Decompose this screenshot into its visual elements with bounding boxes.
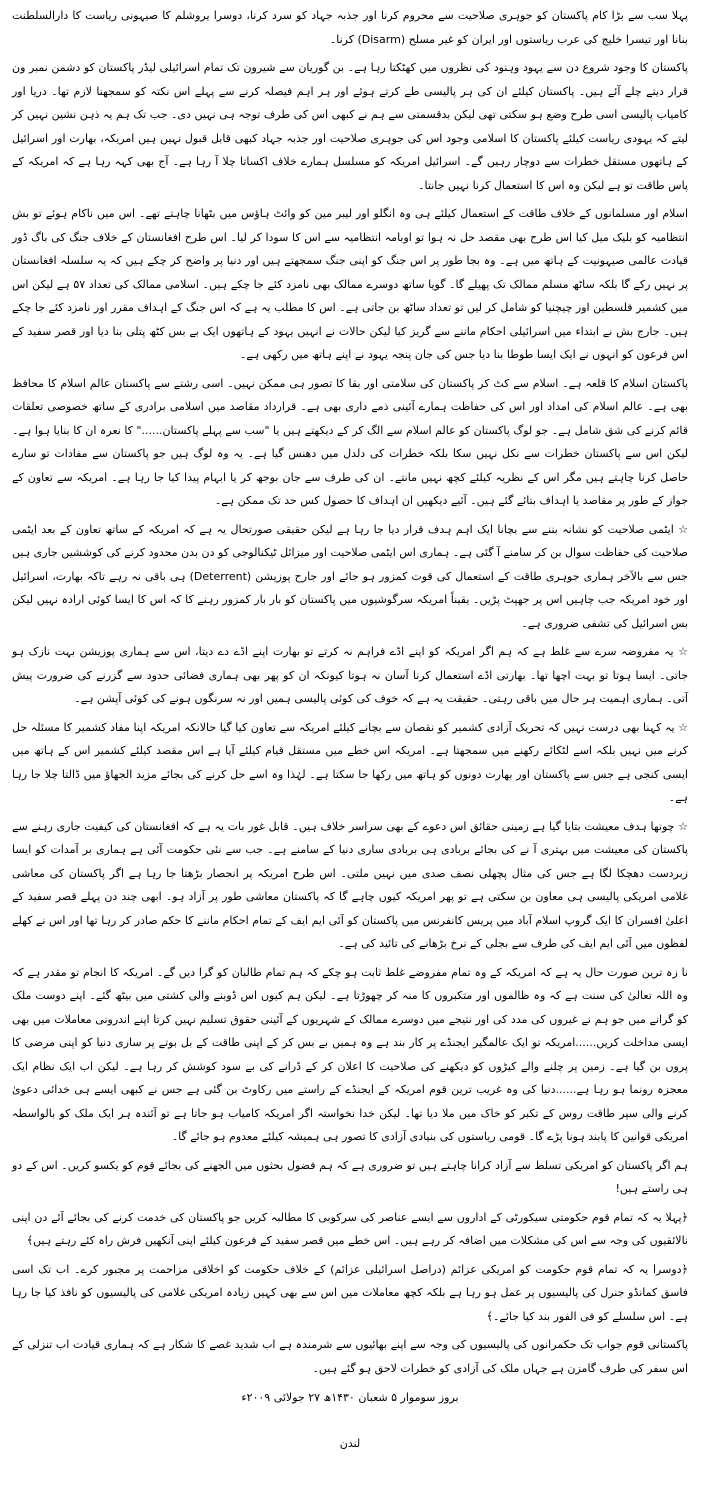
article-date-line: بروز سوموار ۵ شعبان ۱۴۳۰ھ ۲۷ جولائی ۲۰۰۹ء: [241, 1391, 459, 1404]
article-paragraph: نا زہ ترین صورت حال یہ ہے کہ امریکہ کے وہ تمام مفروضے غلط ثابت ہو چکے کہ ہم تمام طالبان کو گرا دیں گے۔ امریکہ کا انجام تو مقدر ہے کہ وہ اللہ تعالیٰ کی سنت ہے کہ وہ ظالموں اور متکبروں کا منہ کر چھوڑتا ہے۔ لیکن ہم کیوں اس ڈوبنے والی کشتی میں بیٹھ گئے۔ اپنے دوست ملک کو گرانے میں جو ہم نے غیروں کی مدد کی اور نتیجے میں دوسرے ممالک کے شہریوں کے آئینی حقوق تسلیم نہیں کرتا اپنے اندرونی معاملات میں بھی ایسی مداخلت کریں......امریکہ تو ایک عالمگیر ایجنڈے پر کار بند ہے وہ ہمیں بے بس کر کے اپنی طاقت کے بل بوتے پر ساری دنیا کو اپنی مرضی کا پروں بن گیا ہے۔ زمین پر چلنے والے کیڑوں کو دیکھنے کی صلاحیت کا اعلان کر کے ڈرانے کی بے سود کوشش کر رہا ہے۔ لیکن اب ایک نظام ایک معجزہ رونما ہو رہا ہے......دنیا کی وہ غریب ترین قوم امریکہ کے ایجنڈے کے راستے میں رکاوٹ بن گئی ہے جس نے کبھی ایسے ہی خدائی دعویٰ کرنے والی سپر طاقت روس کے تکبر کو خاک میں ملا دیا تھا۔ لیکن خدا نخواستہ اگر امریکہ کامیاب ہو جاتا ہے تو آئندہ ہر ایک ملک کو بالواسطہ امریکی قوانین کا پابند ہونا پڑے گا۔ قومی ریاستوں کی بنیادی آزادی کا تصور ہی ہمیشہ کیلئے معدوم ہو جائے گا۔: [12, 965, 688, 1143]
article-paragraph: پاکستان اسلام کا قلعہ ہے۔ اسلام سے کٹ کر پاکستان کی سلامتی اور بقا کا تصور ہی ممکن نہیں۔ اسی رشتے سے پاکستان عالم اسلام کا محافظ بھی ہے۔ عالم اسلام کی امداد اور اس کی حفاظت ہمارے آئینی ذمے داری بھی ہے۔ قرارداد مقاصد میں اسلامی برادری کے ساتھ خصوصی تعلقات قائم کرنے کی شق شامل ہے۔ جو لوگ پاکستان کو عالم اسلام سے الگ کر کے دیکھتے ہیں یا "سب سے پہلے پاکستان......" کا نعرہ ان کا بنایا ہوا ہے۔ لیکن اس سے پاکستان خطرات سے نکل نہیں سکا بلکہ خطرات کی دلدل میں دھنس گیا ہے۔ یہ وہ لوگ ہیں جو پاکستان سے مفادات تو سارے حاصل کرنا چاہتے ہیں مگر اس کے نظریہ کیلئے کچھ نہیں مانتے۔ ان کی طرف سے جان بوجھ کر یا ابہام پیدا کیا جا رہا ہے۔ امریکہ سے تعاون کے جواز کے طور پر مقاصد یا اہداف بتائے گئے ہیں۔ آئیے دیکھیں ان اہداف کا حصول کس حد تک ممکن ہے۔: [12, 376, 688, 507]
article-place: لندن: [339, 1436, 361, 1450]
article-paragraph: اسلام اور مسلمانوں کے خلاف طاقت کے استعمال کیلئے ہی وہ انگلو اور لیبر مین کو وائٹ ہاؤس میں بٹھانا چاہتے تھے۔ اس میں ناکام ہوئے تو بش انتظامیہ کو بلیک میل کیا اس طرح بھی مقصد حل نہ ہوا تو اوبامہ انتظامیہ سے اس کا سودا کر لیا۔ اس طرح افغانستان کے خلاف جنگ کی باگ ڈور قیادت عالمی صیہونیت کے ہاتھ میں ہے۔ وہ بجا طور پر اس جنگ کو اپنی جنگ سمجھتے ہیں اور دنیا پر واضح کر چکے ہیں کہ یہ سلسلہ افغانستان پر نہیں رکے گا بلکہ ساٹھ مسلم ممالک تک پھیلے گا۔ گویا ساتھ دوسرے ممالک بھی نامزد کئے جا چکے ہیں۔ اسلامی ممالک کی تعداد ۵۷ ہے لیکن اس میں کشمیر فلسطین اور چیچنیا کو شامل کر لیں تو تعداد ساٹھ بن جاتی ہے۔ اس کا مطلب یہ ہے کہ اس جنگ کے اہداف مقرر اور نامزد کئے جا چکے ہیں۔ جارج بش نے ابتداء میں اسرائیلی احکام ماننے سے گریز کیا لیکن حالات نے انہیں یہود کے ہاتھوں ایک بے بس کٹھ پتلی بنا دیا اور قصر سفید کے اس فرعون کو انہوں نے ایک ایسا طوطا بنا دیا جس کی جان پنجہ یہود نے اپنے ہاتھ میں رکھی ہے۔: [12, 207, 688, 361]
article-paragraph: ہم اگر پاکستان کو امریکی تسلط سے آزاد کرانا چاہتے ہیں تو ضروری ہے کہ ہم فضول بحثوں میں الجھنے کی بجائے قوم کو یکسو کریں۔ اس کے دو ہی راستے ہیں!: [12, 1158, 688, 1195]
article-bullet-paragraph: ☆ چوتھا ہدف معیشت بتایا گیا ہے زمینی حقائق اس دعوے کے بھی سراسر خلاف ہیں۔ قابل غور بات یہ ہے کہ افغانستان کی کیفیت جاری رہنے سے پاکستان کی معیشت میں بہتری آ نے کی بجائے بربادی ہی بربادی ساری دنیا کے سامنے ہے۔ جب سے نئی حکومت آئی ہے ہماری بر آمدات کو ایسا زبردست دھچکا لگا ہے جس کی مثال پچھلی نصف صدی میں نہیں ملتی۔ اس طرح امریکہ پر انحصار بڑھتا جا رہا ہے اگر پاکستان کی معاشی غلامی امریکی پالیسی ہی معاون بن سکتی ہے تو پھر امریکہ کیوں چاہے گا کہ پاکستان معاشی طور پر آزاد ہو۔ ابھی چند دن پہلے قصر سفید کے اعلیٰ افسران کا ایک گروپ اسلام آباد میں پریس کانفرنس میں پاکستان کو آئی ایم ایف کے تمام احکام ماننے کا حکم صادر کر رہا تھا اور اس نے کھلے لفظوں میں آئی ایم ایف کی طرف سے بجلی کے نرخ بڑھانے کی تائید کی ہے۔: [12, 819, 688, 950]
article-paragraph: پہلا سب سے بڑا کام پاکستان کو جوہری صلاحیت سے محروم کرنا اور جذبہ جہاد کو سرد کرنا، دوسرا یروشلم کا صیہونی ریاست کا دارالسلطنت بنانا اور تیسرا خلیج کی عرب ریاستوں اور ایران کو غیر مسلح (Disarm) کرنا۔: [12, 9, 688, 46]
article-demand-paragraph: ﴿پہلا یہ کہ تمام قوم حکومتی سیکورٹی کے اداروں سے ایسے عناصر کی سرکوبی کا مطالبہ کریں جو پاکستان کی خدمت کرنے کی بجائے آئے دن اپنی نالائقیوں کی وجہ سے اس کی مشکلات میں اضافہ کر رہے ہیں۔ اس خطے میں قصر سفید کے فرعون کیلئے اپنی آنکھیں فرش راہ کئے رہتے ہیں﴾: [12, 1210, 688, 1247]
article-bullet-paragraph: ☆ ایٹمی صلاحیت کو نشانہ بننے سے بچانا ایک اہم ہدف قرار دیا جا رہا ہے لیکن حقیقی صورتحال یہ ہے کہ امریکہ کے ساتھ تعاون کے بعد ایٹمی صلاحیت کی حفاظت سوال بن کر سامنے آ گئی ہے۔ ہماری اس ایٹمی صلاحیت اور میزائل ٹیکنالوجی کو دن بدن محدود کرنے کی کوششیں جاری ہیں جس سے بالآخر ہماری جوہری طاقت کے استعمال کی قوت کمزور ہو جائے اور جارح پوزیشن (Deterrent) ہی باقی نہ رہے تاکہ بھارت، اسرائیل اور خود امریکہ جب چاہیں اس پر جھپٹ پڑیں۔ یقیناً امریکہ سرگوشیوں میں پاکستان کو بار بار کمزور رہنے کا کہ اس کا ایسا کوئی ارادہ نہیں لیکن بس اسرائیل کی تشفی ضروری ہے۔: [12, 522, 688, 630]
article-closing-paragraph: پاکستانی قوم جواب تک حکمرانوں کی پالیسیوں کی وجہ سے اپنے بھائیوں سے شرمندہ ہے اب شدید غصے کا شکار ہے کہ ہماری قیادت اب تنزلی کے اس سفر کی طرف گامزن ہے جہاں ملک کی آزادی کو خطرات لاحق ہو گئے ہیں۔: [12, 1338, 688, 1375]
article-paragraph: پاکستان کا وجود شروع دن سے یہود وہنود کی نظروں میں کھٹکتا رہا ہے۔ بن گوریان سے شیرون تک تمام اسرائیلی لیڈر پاکستان کو دشمن نمبر ون قرار دیتے چلے آئے ہیں۔ پاکستان کیلئے ان کی ہر پالیسی طے کرتے ہوئے اور ہر اہم فیصلہ کرنے سے پہلے اس نکتہ کو سمجھنا لازم تھا۔ دریا اور کامیاب پالیسی اسی طرح وضع ہو سکتی تھی لیکن بدقسمتی سے ہم نے کبھی اس کی طرف توجہ ہی نہیں دی۔ جب تک ہم یہ ذہن نشین نہیں کر لیتے کہ یہودی ریاست کیلئے پاکستان کا اسلامی وجود اس کی جوہری صلاحیت اور جذبہ جہاد کبھی قابل قبول نہیں ہیں امریکہ، بھارت اور اسرائیل کے ہاتھوں مستقل خطرات سے دوچار رہیں گے۔ اسرائیل امریکہ کو مسلسل ہمارے خلاف اکساتا چلا آ رہا ہے۔ آج بھی کہہ رہا ہے کہ امریکہ کے پاس طاقت تو ہے لیکن وہ اس کا استعمال کرنا نہیں جانتا۔: [12, 61, 688, 192]
article-bullet-paragraph: ☆ یہ مفروضہ سرے سے غلط ہے کہ ہم اگر امریکہ کو اپنے اڈے فراہم نہ کرتے تو بھارت اپنے اڈے دے دیتا، اس سے ہماری پوزیشن بہت نازک ہو جاتی۔ ایسا ہوتا تو بہت اچھا تھا۔ بھارتی اڈے استعمال کرنا آسان نہ ہوتا کیونکہ ان کو پھر بھی ہماری فضائی حدود سے گزرنے کی ضرورت پیش آتی۔ ہماری اہمیت ہر حال میں باقی رہتی۔ حقیقت یہ ہے کہ خوف کی کوئی پالیسی ہمیں اور نہ سرنگوں ہونے کی کوئی آپشن ہے۔: [12, 645, 688, 705]
article-demand-paragraph: ﴿دوسرا یہ کہ تمام قوم حکومت کو امریکی عزائم (دراصل اسرائیلی عزائم) کے خلاف حکومت کو اخلاقی مزاحمت پر مجبور کرے۔ اب تک اسی فاسق کمانڈو جنرل کی پالیسیوں پر عمل ہو رہا ہے بلکہ کچھ معاملات میں اس سے بھی کہیں زیادہ امریکی غلامی کی پالیسیوں کو نافذ کیا جا رہا ہے۔ اس سلسلے کو فی الفور بند کیا جائے۔﴾: [12, 1262, 688, 1323]
article-bullet-paragraph: ☆ یہ کہنا بھی درست نہیں کہ تحریک آزادی کشمیر کو نقصان سے بچانے کیلئے امریکہ سے تعاون کیا گیا حالانکہ امریکہ اپنا مفاد کشمیر کا مسئلہ حل کرنے میں نہیں بلکہ اسے لٹکائے رکھنے میں سمجھتا ہے۔ امریکہ اس خطے میں مستقل قیام کیلئے آیا ہے اس مقصد کیلئے کشمیر اس کے ہاتھ میں ایسی کنجی ہے جس سے پاکستان اور بھارت دونوں کو ہاتھ میں رکھا جا سکتا ہے۔ لہٰذا وہ اسے حل کرنے کی بجائے مزید الجھاؤ میں ڈالتا چلا جا رہا ہے۔: [12, 720, 688, 804]
